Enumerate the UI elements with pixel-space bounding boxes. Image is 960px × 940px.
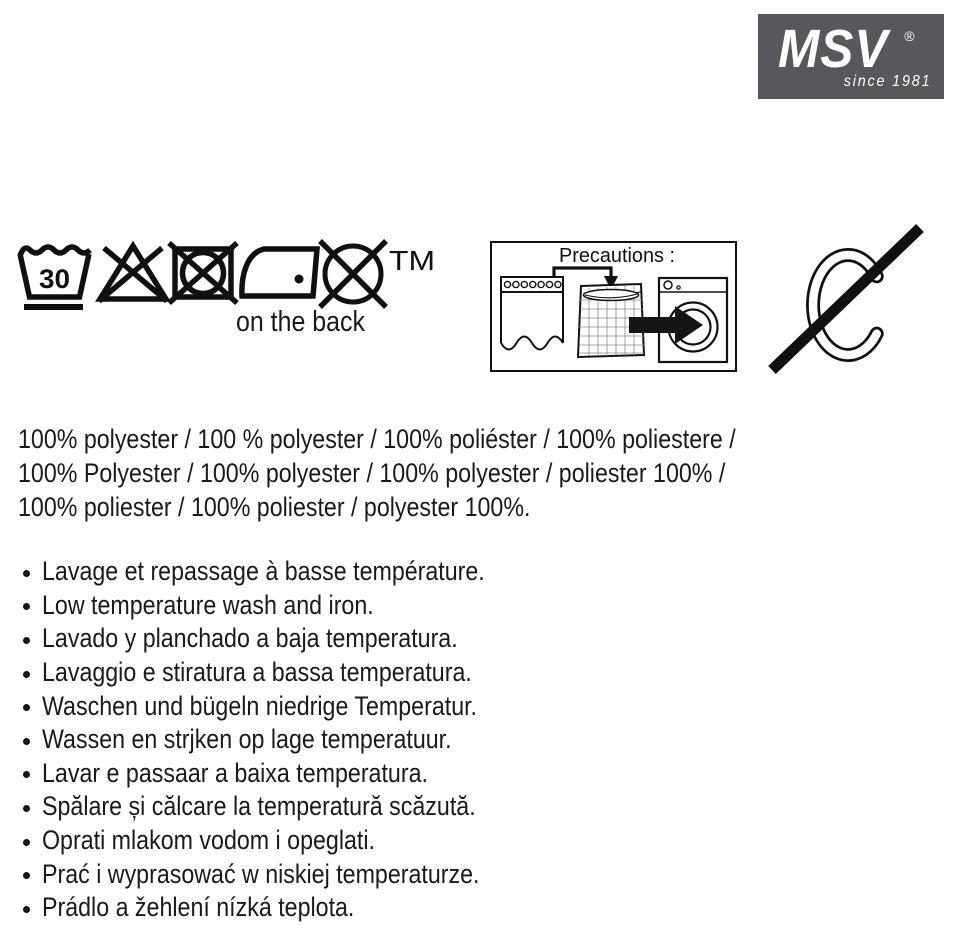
instruction-item [16,622,557,656]
instruction-text: Prádlo a žehlení nízká teplota. [42,892,355,923]
bullet-icon [23,671,30,678]
do-not-tumble-dry-icon [169,243,237,303]
do-not-dry-clean-icon [320,241,386,307]
instruction-item [16,723,557,757]
no-curtain-ring-icon [758,218,954,386]
instruction-text: Oprati mlakom vodom i opeglati. [42,825,375,856]
precautions-box [490,241,737,372]
bullet-icon [23,704,30,711]
wash-temp-label: 30 [39,264,70,294]
precautions-diagram [492,243,734,369]
instruction-item [16,824,557,858]
instruction-item [16,555,557,589]
composition-text [18,422,852,524]
on-the-back-note: on the back [236,306,365,338]
instruction-item [16,790,557,824]
instruction-item [16,857,557,891]
bullet-icon [23,738,30,745]
composition-line: 100% Polyester / 100% polyester / 100% polyester / poliester 100% / [18,458,726,488]
instruction-item [16,656,557,690]
logo-tagline: since 1981 [843,73,931,90]
bullet-icon [23,637,30,644]
trademark-text: TM [389,245,435,276]
instruction-text: Lavado y planchado a baja temperatura. [42,623,458,654]
composition-line: 100% poliester / 100% poliester / polyester 100%. [18,492,531,522]
bullet-icon [23,570,30,577]
instruction-text: Prać i wyprasować w niskiej temperaturze. [42,858,480,889]
precautions-title: Precautions : [559,245,675,267]
registered-trademark-icon: ® [904,28,915,44]
bullet-icon [23,906,30,913]
bullet-icon [23,839,30,846]
instruction-text: Wassen en strjken op lage temperatuur. [42,724,452,755]
bullet-icon [23,872,30,879]
instruction-text: Spălare și călcare la temperatură scăzută. [42,791,476,822]
composition-line: 100% polyester / 100 % polyester / 100% poliéster / 100% poliestere / [18,424,736,454]
bullet-icon [23,805,30,812]
do-not-bleach-icon [99,246,167,301]
instruction-text: Waschen und bügeln niedrige Temperatur. [42,690,478,721]
instruction-item [16,891,557,925]
wash-30-gentle-icon [20,247,90,310]
instruction-text: Lavage et repassage à basse température. [42,556,485,587]
iron-low-temp-icon [242,249,317,296]
bullet-icon [23,771,30,778]
msv-logo [758,14,944,99]
instruction-text: Low temperature wash and iron. [42,589,374,620]
instruction-item [16,757,557,791]
instructions-list [16,555,557,925]
instruction-text: Lavar e passaar a baixa temperatura. [42,757,428,788]
instruction-text: Lavaggio e stiratura a bassa temperatura. [42,657,472,688]
instruction-item [16,689,557,723]
instruction-item [16,589,557,623]
msv-brand-text: MSV [778,19,889,79]
curtain-icon [501,277,563,350]
bullet-icon [23,603,30,610]
